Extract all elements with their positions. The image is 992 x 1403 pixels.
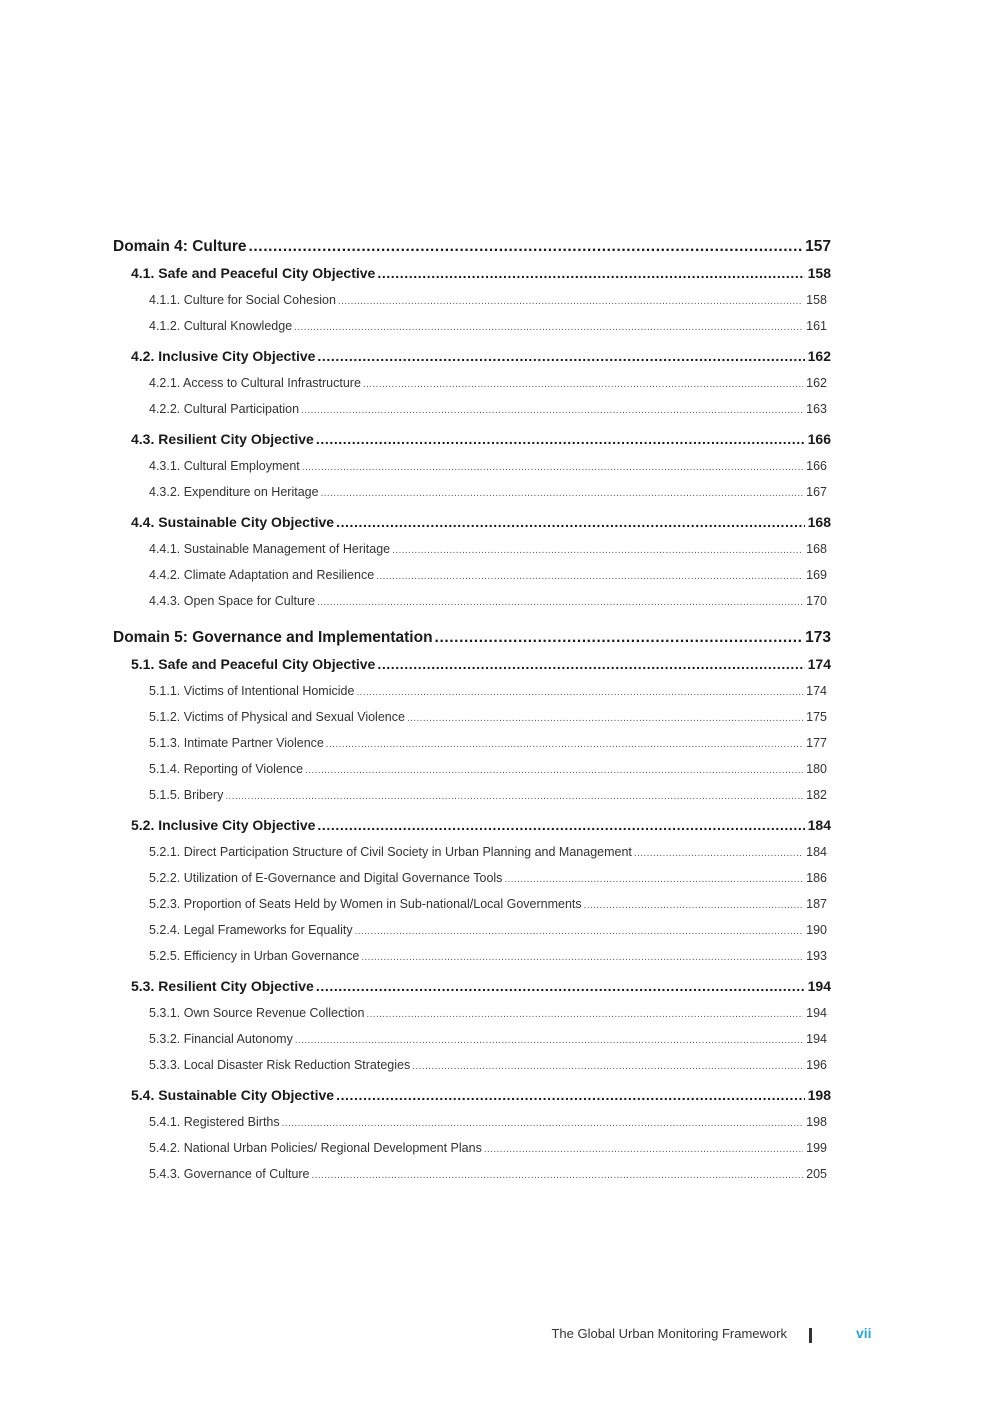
footer-document-title: The Global Urban Monitoring Framework xyxy=(551,1326,787,1341)
dot-leader xyxy=(356,680,803,706)
dot-leader xyxy=(376,564,803,590)
toc-entry-label: 5.2. Inclusive City Objective xyxy=(131,817,316,833)
toc-page-number: 168 xyxy=(806,542,827,556)
toc-subsection-entry[interactable] xyxy=(113,730,831,756)
toc-page-number: 174 xyxy=(806,684,827,698)
dot-leader xyxy=(326,732,803,758)
toc-domain-entry[interactable] xyxy=(113,233,831,260)
toc-entry-label: 4.2. Inclusive City Objective xyxy=(131,348,316,364)
dot-leader xyxy=(302,455,803,481)
toc-subsection-entry[interactable] xyxy=(113,1026,831,1052)
toc-page-number: 169 xyxy=(806,568,827,582)
dot-leader xyxy=(504,867,803,893)
dot-leader xyxy=(301,398,803,424)
toc-page-number: 194 xyxy=(806,1032,827,1046)
toc-page-number: 198 xyxy=(807,1087,831,1103)
toc-section-entry[interactable] xyxy=(113,651,831,678)
toc-subsection-entry[interactable] xyxy=(113,562,831,588)
toc-page-number: 190 xyxy=(806,923,827,937)
dot-leader xyxy=(312,1163,804,1189)
toc-subsection-entry[interactable] xyxy=(113,287,831,313)
toc-entry-label: 5.1. Safe and Peaceful City Objective xyxy=(131,656,376,672)
toc-page-number: 198 xyxy=(806,1115,827,1129)
toc-subsection-entry[interactable] xyxy=(113,782,831,808)
dot-leader xyxy=(435,624,803,651)
toc-subsection-entry[interactable] xyxy=(113,396,831,422)
toc-entry-label: 5.2.3. Proportion of Seats Held by Women in Sub-national/Local Governments xyxy=(149,897,582,911)
toc-page-number: 205 xyxy=(806,1167,827,1181)
toc-subsection-entry[interactable] xyxy=(113,839,831,865)
dot-leader xyxy=(305,758,803,784)
toc-page-number: 161 xyxy=(806,319,827,333)
page-footer xyxy=(0,1323,992,1347)
toc-page-number: 170 xyxy=(806,594,827,608)
toc-page-number: 163 xyxy=(806,402,827,416)
dot-leader xyxy=(282,1111,804,1137)
toc-page-number: 182 xyxy=(806,788,827,802)
dot-leader xyxy=(336,1082,805,1109)
toc-entry-label: 4.4.2. Climate Adaptation and Resilience xyxy=(149,568,375,582)
toc-entry-label: 4.4.1. Sustainable Management of Heritage xyxy=(149,542,391,556)
toc-subsection-entry[interactable] xyxy=(113,917,831,943)
toc-page-number: 166 xyxy=(806,459,827,473)
toc-entry-label: 5.1.2. Victims of Physical and Sexual Violence xyxy=(149,710,405,724)
dot-leader xyxy=(377,651,804,678)
toc-entry-label: 5.3. Resilient City Objective xyxy=(131,978,314,994)
toc-section-entry[interactable] xyxy=(113,260,831,287)
toc-page-number: 167 xyxy=(806,485,827,499)
toc-page-number: 180 xyxy=(806,762,827,776)
toc-section-entry[interactable] xyxy=(113,1082,831,1109)
toc-entry-label: 4.1. Safe and Peaceful City Objective xyxy=(131,265,376,281)
toc-subsection-entry[interactable] xyxy=(113,1109,831,1135)
toc-subsection-entry[interactable] xyxy=(113,588,831,614)
toc-page-number: 158 xyxy=(807,265,831,281)
toc-entry-label: 4.3.2. Expenditure on Heritage xyxy=(149,485,319,499)
dot-leader xyxy=(355,919,804,945)
toc-subsection-entry[interactable] xyxy=(113,1052,831,1078)
toc-subsection-entry[interactable] xyxy=(113,678,831,704)
toc-section-entry[interactable] xyxy=(113,343,831,370)
toc-entry-label: 5.4.1. Registered Births xyxy=(149,1115,280,1129)
table-of-contents xyxy=(113,233,831,1187)
toc-entry-label: 5.4.2. National Urban Policies/ Regional Development Plans xyxy=(149,1141,482,1155)
dot-leader xyxy=(336,509,805,536)
dot-leader xyxy=(484,1137,803,1163)
toc-page-number: 158 xyxy=(806,293,827,307)
toc-subsection-entry[interactable] xyxy=(113,865,831,891)
dot-leader xyxy=(366,1002,803,1028)
dot-leader xyxy=(321,481,804,507)
toc-page-number: 186 xyxy=(806,871,827,885)
toc-entry-label: 5.4.3. Governance of Culture xyxy=(149,1167,310,1181)
toc-entry-label: 5.4. Sustainable City Objective xyxy=(131,1087,335,1103)
toc-page-number: 194 xyxy=(806,1006,827,1020)
toc-subsection-entry[interactable] xyxy=(113,479,831,505)
toc-entry-label: Domain 5: Governance and Implementation xyxy=(113,629,433,646)
dot-leader xyxy=(377,260,804,287)
toc-subsection-entry[interactable] xyxy=(113,704,831,730)
footer-page-number: vii xyxy=(856,1325,872,1341)
toc-page-number: 162 xyxy=(806,376,827,390)
toc-page-number: 196 xyxy=(806,1058,827,1072)
toc-page-number: 199 xyxy=(806,1141,827,1155)
toc-subsection-entry[interactable] xyxy=(113,756,831,782)
toc-subsection-entry[interactable] xyxy=(113,891,831,917)
dot-leader xyxy=(316,426,805,453)
toc-subsection-entry[interactable] xyxy=(113,1161,831,1187)
toc-entry-label: 5.2.5. Efficiency in Urban Governance xyxy=(149,949,360,963)
toc-domain-entry[interactable] xyxy=(113,624,831,651)
toc-page-number: 184 xyxy=(807,817,831,833)
dot-leader xyxy=(412,1054,803,1080)
toc-entry-label: 5.2.2. Utilization of E-Governance and Digital Governance Tools xyxy=(149,871,503,885)
footer-divider xyxy=(809,1328,812,1343)
dot-leader xyxy=(295,1028,803,1054)
dot-leader xyxy=(317,343,804,370)
toc-page-number: 175 xyxy=(806,710,827,724)
toc-entry-label: 5.3.2. Financial Autonomy xyxy=(149,1032,293,1046)
toc-entry-label: 5.1.5. Bribery xyxy=(149,788,224,802)
dot-leader xyxy=(363,372,803,398)
toc-entry-label: 5.1.1. Victims of Intentional Homicide xyxy=(149,684,355,698)
toc-subsection-entry[interactable] xyxy=(113,1135,831,1161)
dot-leader xyxy=(317,812,804,839)
toc-page-number: 166 xyxy=(807,431,831,447)
toc-subsection-entry[interactable] xyxy=(113,453,831,479)
toc-subsection-entry[interactable] xyxy=(113,943,831,969)
toc-section-entry[interactable] xyxy=(113,426,831,453)
toc-page-number: 194 xyxy=(807,978,831,994)
toc-subsection-entry[interactable] xyxy=(113,1000,831,1026)
dot-leader xyxy=(225,784,803,810)
toc-entry-label: Domain 4: Culture xyxy=(113,238,247,255)
toc-subsection-entry[interactable] xyxy=(113,313,831,339)
dot-leader xyxy=(392,538,803,564)
toc-entry-label: 4.4.3. Open Space for Culture xyxy=(149,594,316,608)
toc-page-number: 174 xyxy=(807,656,831,672)
toc-entry-label: 5.1.3. Intimate Partner Violence xyxy=(149,736,324,750)
toc-entry-label: 5.3.1. Own Source Revenue Collection xyxy=(149,1006,365,1020)
dot-leader xyxy=(407,706,803,732)
dot-leader xyxy=(338,289,803,315)
toc-section-entry[interactable] xyxy=(113,973,831,1000)
toc-page-number: 184 xyxy=(806,845,827,859)
toc-page-number: 187 xyxy=(806,897,827,911)
toc-entry-label: 4.1.2. Cultural Knowledge xyxy=(149,319,293,333)
toc-page-number: 168 xyxy=(807,514,831,530)
toc-entry-label: 4.4. Sustainable City Objective xyxy=(131,514,335,530)
dot-leader xyxy=(294,315,803,341)
toc-entry-label: 5.3.3. Local Disaster Risk Reduction Strategies xyxy=(149,1058,411,1072)
toc-page-number: 193 xyxy=(806,949,827,963)
toc-entry-label: 4.1.1. Culture for Social Cohesion xyxy=(149,293,336,307)
toc-entry-label: 4.2.1. Access to Cultural Infrastructure xyxy=(149,376,361,390)
toc-page-number: 157 xyxy=(805,238,831,255)
dot-leader xyxy=(634,841,803,867)
dot-leader xyxy=(248,233,802,260)
toc-entry-label: 5.2.4. Legal Frameworks for Equality xyxy=(149,923,353,937)
toc-section-entry[interactable] xyxy=(113,812,831,839)
toc-entry-label: 4.3. Resilient City Objective xyxy=(131,431,314,447)
toc-section-entry[interactable] xyxy=(113,509,831,536)
dot-leader xyxy=(317,590,803,616)
toc-page-number: 162 xyxy=(807,348,831,364)
toc-entry-label: 5.2.1. Direct Participation Structure of Civil Society in Urban Planning and Management xyxy=(149,845,632,859)
toc-entry-label: 5.1.4. Reporting of Violence xyxy=(149,762,304,776)
dot-leader xyxy=(361,945,803,971)
dot-leader xyxy=(584,893,803,919)
toc-subsection-entry[interactable] xyxy=(113,370,831,396)
toc-subsection-entry[interactable] xyxy=(113,536,831,562)
dot-leader xyxy=(316,973,805,1000)
toc-page-number: 173 xyxy=(805,629,831,646)
toc-entry-label: 4.3.1. Cultural Employment xyxy=(149,459,300,473)
toc-entry-label: 4.2.2. Cultural Participation xyxy=(149,402,300,416)
toc-page-number: 177 xyxy=(806,736,827,750)
